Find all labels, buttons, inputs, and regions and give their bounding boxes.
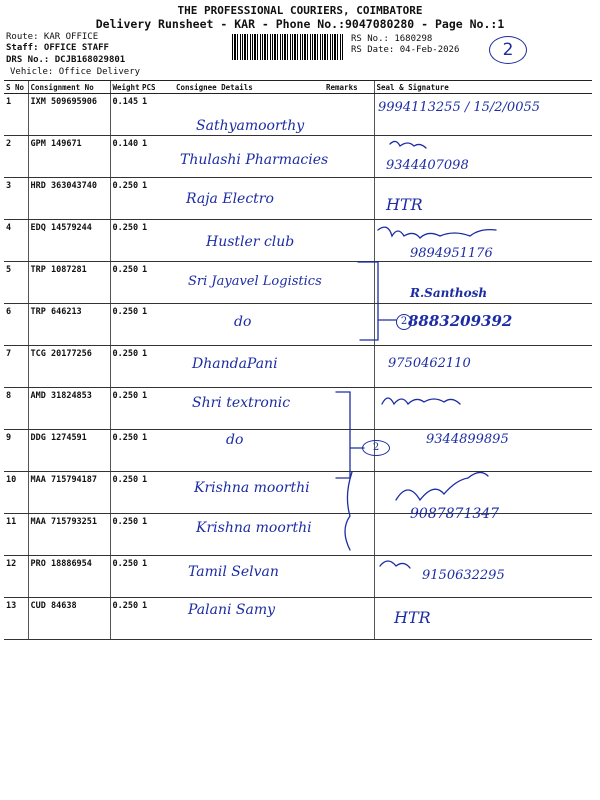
staff-label: Staff: OFFICE STAFF	[6, 43, 109, 53]
cell-consignment: DDG 1274591	[28, 430, 110, 472]
document-title: THE PROFESSIONAL COURIERS, COIMBATORE	[177, 4, 423, 17]
cell-weight: 0.250	[110, 178, 140, 220]
col-weight: Weight	[110, 81, 140, 94]
handwritten-signature: 9087871347	[410, 506, 500, 522]
cell-pcs: 1	[140, 262, 174, 304]
cell-sno: 12	[4, 556, 28, 598]
cell-sno: 3	[4, 178, 28, 220]
handwritten-consignee: Hustler club	[206, 234, 295, 250]
cell-consignment: CUD 84638	[28, 598, 110, 640]
bracket-mark	[345, 472, 352, 550]
col-remarks: Remarks	[324, 81, 374, 94]
cell-consignment: IXM 509695906	[28, 94, 110, 136]
group-mark-circle: 2	[396, 314, 412, 330]
handwritten-signature: HTR	[386, 195, 423, 214]
cell-weight: 0.250	[110, 472, 140, 514]
cell-pcs: 1	[140, 514, 174, 556]
col-sno: S No	[4, 81, 28, 94]
cell-sno: 1	[4, 94, 28, 136]
col-consignment: Consignment No	[28, 81, 110, 94]
cell-pcs: 1	[140, 178, 174, 220]
handwritten-signature: 9344407098	[386, 158, 469, 173]
bracket-mark	[336, 392, 364, 478]
handwritten-consignee: do	[226, 432, 244, 448]
cell-pcs: 1	[140, 94, 174, 136]
cell-sno: 5	[4, 262, 28, 304]
cell-weight: 0.250	[110, 598, 140, 640]
cell-consignment: TCG 20177256	[28, 346, 110, 388]
cell-pcs: 1	[140, 136, 174, 178]
cell-pcs: 1	[140, 556, 174, 598]
handwritten-signature: 9994113255 / 15/2/0055	[378, 100, 541, 115]
document-subtitle: Delivery Runsheet - KAR - Phone No.:9047080280 - Page No.:1	[95, 17, 505, 31]
handwritten-consignee: do	[234, 314, 252, 330]
cell-weight: 0.250	[110, 514, 140, 556]
handwritten-signature: 9344899895	[426, 432, 509, 447]
cell-sno: 13	[4, 598, 28, 640]
cell-consignment: MAA 715794187	[28, 472, 110, 514]
cell-weight: 0.250	[110, 430, 140, 472]
handwritten-consignee: Tamil Selvan	[188, 564, 279, 580]
handwritten-signature: HTR	[394, 608, 431, 627]
signature-scribble	[380, 561, 410, 568]
cell-weight: 0.250	[110, 346, 140, 388]
handwritten-consignee: Raja Electro	[186, 191, 274, 207]
signature-scribble	[390, 141, 426, 148]
cell-consignment: TRP 1087281	[28, 262, 110, 304]
col-signature: Seal & Signature	[374, 81, 592, 94]
vehicle-label: Vehicle: Office Delivery	[10, 67, 141, 77]
cell-sno: 6	[4, 304, 28, 346]
col-consignee: Consignee Details	[174, 81, 324, 94]
col-pcs: PCS	[140, 81, 174, 94]
rs-date: RS Date: 04-Feb-2026	[351, 45, 460, 55]
cell-consignment: MAA 715793251	[28, 514, 110, 556]
handwritten-signature: R.Santhosh	[410, 286, 488, 300]
handwritten-consignee: Krishna moorthi	[196, 520, 312, 536]
cell-sno: 10	[4, 472, 28, 514]
cell-consignment: PRO 18886954	[28, 556, 110, 598]
handwritten-consignee: Sathyamoorthy	[196, 118, 305, 134]
signature-scribble	[396, 472, 488, 500]
cell-pcs: 1	[140, 430, 174, 472]
handwritten-consignee: Thulashi Pharmacies	[180, 152, 329, 168]
cell-consignment: AMD 31824853	[28, 388, 110, 430]
handwritten-consignee: Palani Samy	[188, 602, 276, 618]
handwritten-signature: 9750462110	[388, 356, 471, 371]
cell-weight: 0.250	[110, 220, 140, 262]
cell-weight: 0.140	[110, 136, 140, 178]
cell-weight: 0.250	[110, 304, 140, 346]
group-mark-circle: 2	[362, 440, 390, 456]
cell-sno: 8	[4, 388, 28, 430]
cell-pcs: 1	[140, 220, 174, 262]
route-label: Route: KAR OFFICE	[6, 32, 99, 42]
cell-sno: 9	[4, 430, 28, 472]
cell-consignment: EDQ 14579244	[28, 220, 110, 262]
signature-scribble	[378, 227, 496, 238]
bracket-mark	[358, 262, 396, 340]
cell-consignment: HRD 363043740	[28, 178, 110, 220]
handwritten-signature: 9894951176	[410, 246, 493, 261]
cell-sno: 2	[4, 136, 28, 178]
cell-pcs: 1	[140, 388, 174, 430]
handwritten-consignee: Shri textronic	[192, 395, 291, 411]
cell-sno: 4	[4, 220, 28, 262]
cell-weight: 0.250	[110, 556, 140, 598]
cell-consignment: GPM 149671	[28, 136, 110, 178]
cell-sno: 7	[4, 346, 28, 388]
cell-weight: 0.145	[110, 94, 140, 136]
cell-consignment: TRP 646213	[28, 304, 110, 346]
cell-pcs: 1	[140, 304, 174, 346]
cell-weight: 0.250	[110, 388, 140, 430]
handwritten-consignee: Krishna moorthi	[194, 480, 310, 496]
cell-pcs: 1	[140, 346, 174, 388]
handwritten-signature: 8883209392	[408, 312, 513, 330]
rs-number: RS No.: 1680298	[351, 34, 433, 44]
cell-sno: 11	[4, 514, 28, 556]
handwritten-consignee: DhandaPani	[192, 356, 278, 372]
cell-pcs: 1	[140, 598, 174, 640]
handwritten-signature: 9150632295	[422, 568, 505, 583]
handwritten-consignee: Sri Jayavel Logistics	[188, 274, 322, 289]
cell-pcs: 1	[140, 472, 174, 514]
page-mark: 2	[489, 36, 527, 64]
signature-scribble	[382, 398, 460, 404]
cell-weight: 0.250	[110, 262, 140, 304]
drs-label: DRS No.: DCJB168029801	[6, 55, 126, 65]
